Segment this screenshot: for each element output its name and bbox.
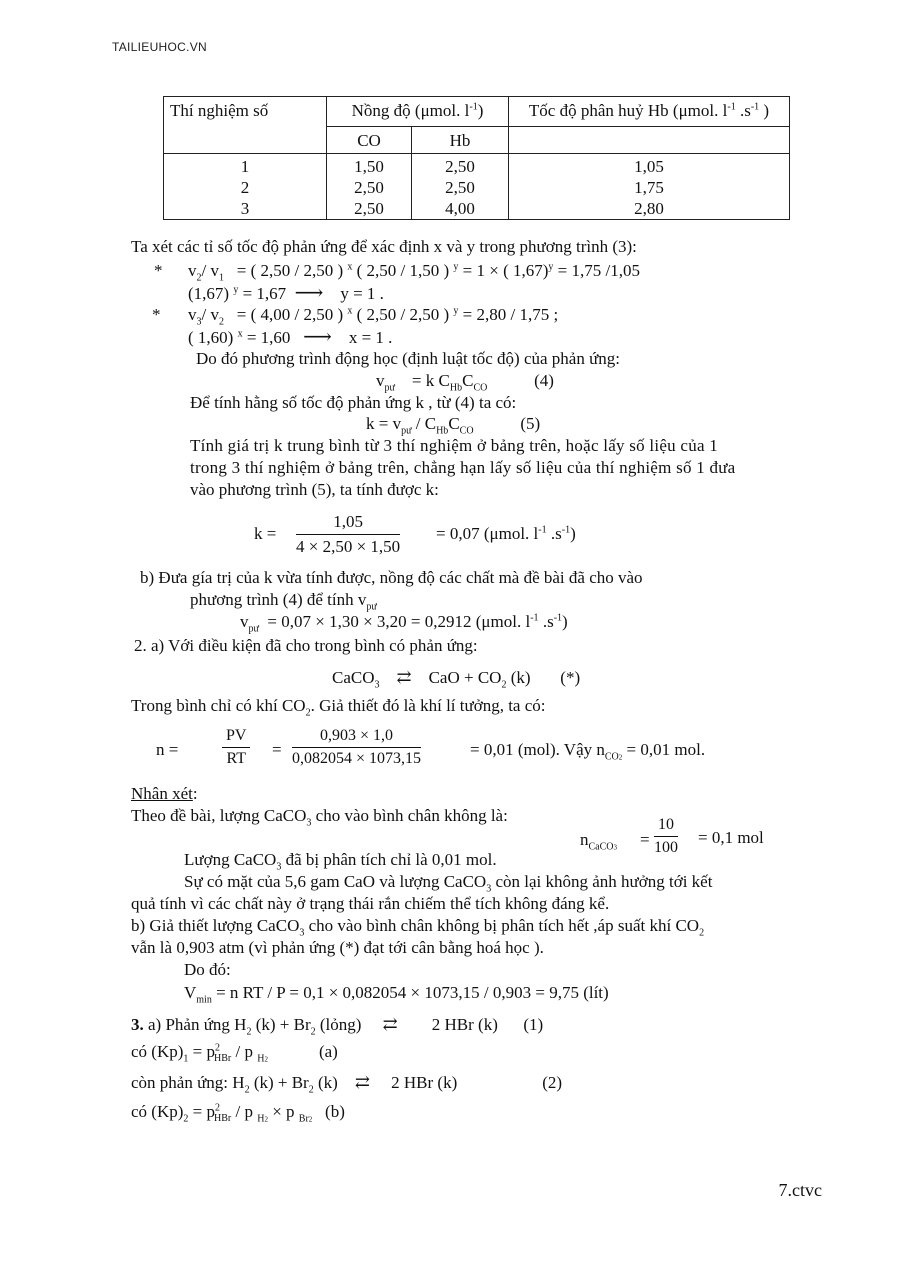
col-experiment: 1 2 3: [164, 154, 327, 220]
header-rate: Tốc độ phân huỷ Hb (μmol. $l^{-1}$ $.s^{-1}$ ): [509, 97, 790, 127]
n-equals: =: [272, 740, 282, 759]
n-result: = 0,01 (mol). Vậy $n_{CO2} = 0,01$ mol.: [470, 740, 706, 763]
paragraph-cao: Sự có mặt của 5,6 gam CaO và lượng CaCO$_3$ còn lại không ảnh hưởng tới kết: [184, 872, 713, 895]
paragraph-decomposed: Lượng CaCO$_3$ đã bị phân tích chỉ là 0,01 mol.: [184, 850, 497, 873]
section-3-reaction2: còn phản ứng: $H_2$ $(k) + Br_2$ (k) ⇄ 2 HBr (k) (2): [131, 1072, 563, 1096]
paragraph-2b: vẫn là 0,903 atm (vì phản ứng (*) đạt tới cân bằng hoá học ).: [131, 938, 544, 957]
paragraph-remark: Theo đề bài, lượng CaCO$_3$ cho vào bình chân không là:: [131, 806, 508, 829]
equation-caco3: CaCO$_3$ ⇄ CaO + $CO_2$ (k) (*): [332, 667, 581, 691]
n-caco3-equals: =: [640, 830, 650, 849]
paragraph-rate-law: Do đó phương trình động học (định luật tốc độ) của phản ứng:: [196, 349, 621, 368]
section-2a: 2. a) Với điều kiện đã cho trong bình có phản ứng:: [134, 636, 478, 655]
paragraph-therefore: Do đó:: [184, 960, 231, 979]
bullet-star: *: [152, 305, 161, 324]
bullet-star: *: [154, 261, 163, 280]
equation-v-result: $v_{pư} = 0,07 \times 1,30 \times 3,20 = 0,2912$ (μmol. $l^{-1}$ $.s^{-1}$): [240, 612, 568, 635]
n-label: n =: [156, 740, 179, 759]
paragraph-ratio-intro: Ta xét các tỉ số tốc độ phản ứng để xác định x và y trong phương trình (3):: [131, 237, 637, 256]
equation-solve-x: ( 1,60) $^x$ = 1,60 ⟶ x = 1 .: [188, 326, 393, 348]
remark-heading: Nhân xét:: [131, 784, 198, 803]
n-caco3-fraction: $\frac{10}{100}$: [654, 816, 678, 856]
paragraph-b: b) Đưa gía trị của k vừa tính được, nồng độ các chất mà đề bài đã cho vào: [140, 568, 643, 587]
n-fraction-pv-rt: $\frac{PV}{RT}$: [222, 727, 250, 768]
n-caco3-result: = 0,1 mol: [698, 828, 764, 847]
col-rate: 1,05 1,75 2,80: [509, 154, 790, 220]
header-hb: Hb: [412, 127, 509, 154]
k-fraction: $\frac{1,05}{4 \times 2,50 \times 1,50}$: [296, 512, 401, 556]
equation-kp2: có $(Kp)_2 = p^2_{HBr} / p$ $_{H2}$ × p $_{Br2}$ (b): [131, 1102, 345, 1125]
paragraph-2b: b) Giả thiết lượng CaCO$_3$ cho vào bình chân không bị phân tích hết ,áp suất khí $CO_2$: [131, 916, 705, 939]
paragraph-average-k: trong 3 thí nghiệm ở bảng trên, chẳng hạn lấy số liệu của thí nghiệm số 1 đưa: [190, 458, 736, 477]
n-fraction-values: $\frac{0,903 \times 1,0}{0,082054 \times 1073,15}$: [292, 727, 422, 767]
equation-4: $v_{pư}$ = k $C_{Hb}C_{CO}$ (4): [376, 371, 554, 394]
page-number: 7.ctvc: [778, 1180, 822, 1200]
paragraph-cao: quả tính vì các chất này ở trạng thái rắn chiếm thể tích không đáng kể.: [131, 894, 610, 913]
paragraph-gas: Trong bình chỉ có khí $CO_2$. Giả thiết đó là khí lí tưởng, ta có:: [131, 696, 546, 719]
n-caco3-label: $n_{CaCO3}$: [580, 830, 617, 853]
header-experiment: Thí nghiệm số: [164, 97, 327, 154]
paragraph-average-k: Tính giá trị k trung bình từ 3 thí nghiệm ở bảng trên, hoặc lấy số liệu của 1: [190, 436, 718, 455]
equation-v2-v1: $v_2/$ $v_1$ = ( 2,50 / 2,50 ) $^x$ ( 2,50 / 1,50 ) $^y$ = 1 × ( 1,67)$^y$ = 1,75 /1,05: [188, 261, 640, 284]
equation-5: $k = v_{pư} / C_{Hb}C_{CO}$ (5): [366, 414, 541, 437]
site-watermark: TAILIEUHOC.VN: [112, 40, 208, 54]
header-concentration: Nồng độ (μmol. $l^{-1}$): [327, 97, 509, 127]
equation-kp1: có $(Kp)_1 = p^2_{HBr} / p$ $_{H2}$ (a): [131, 1042, 338, 1065]
paragraph-constant: Để tính hằng số tốc độ phản ứng k , từ (4) ta có:: [190, 393, 517, 412]
data-table: [163, 96, 790, 220]
equation-vmin: $V_{min} = n$ RT / P = 0,1 × 0,082054 × 1073,15 / 0,903 = 9,75 (lít): [184, 983, 609, 1006]
equation-v3-v2: $v_3/$ $v_2$ = ( 4,00 / 2,50 ) $^x$ ( 2,50 / 2,50 ) $^y$ = 2,80 / 1,75 ;: [188, 305, 559, 328]
paragraph-b: phương trình (4) để tính $v_{pư}$: [190, 590, 377, 613]
k-label: k =: [254, 524, 277, 543]
header-co: CO: [327, 127, 412, 154]
equation-solve-y: (1,67) $^y$ = 1,67 ⟶ y = 1 .: [188, 282, 384, 304]
col-co: 1,50 2,50 2,50: [327, 154, 412, 220]
paragraph-average-k: vào phương trình (5), ta tính được k:: [190, 480, 439, 499]
section-3a: 3. a) Phản ứng $H_2$ $(k) + Br_2$ (lỏng) ⇄ 2 HBr (k) (1): [131, 1014, 544, 1038]
k-result: = 0,07 (μmol. $l^{-1}$ $.s^{-1}$): [436, 524, 576, 543]
col-hb: 2,50 2,50 4,00: [412, 154, 509, 220]
